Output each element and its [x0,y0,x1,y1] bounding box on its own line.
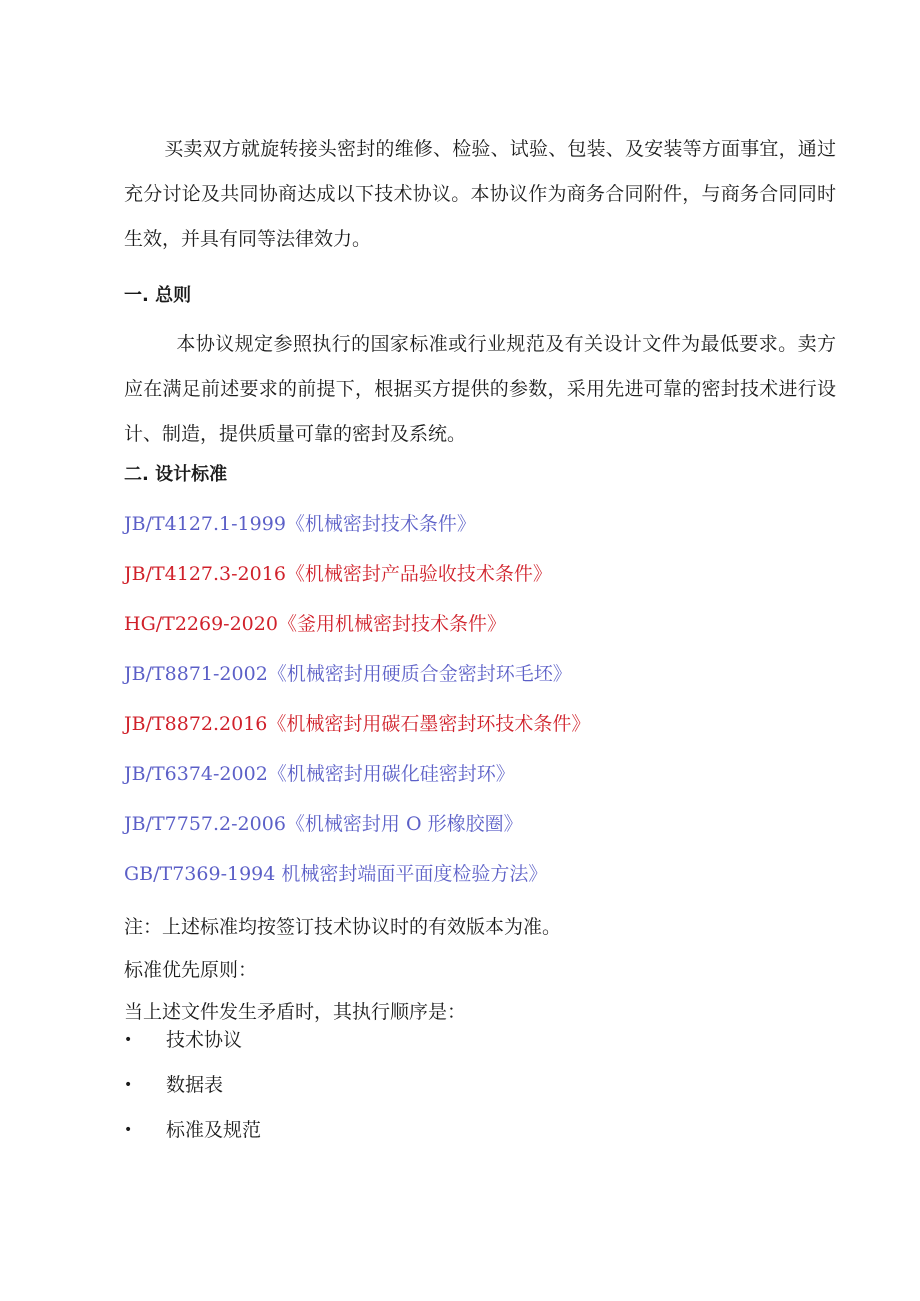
bullet-icon: • [124,1077,133,1093]
priority-item [124,1071,261,1116]
standard-code: JB/T7757.2-2006 [124,813,286,835]
priority-item [124,1026,261,1071]
priority-title: 标准优先原则： [124,959,258,981]
standard-item [124,710,590,760]
priority-intro: 当上述文件发生矛盾时，其执行顺序是： [124,1001,467,1023]
standard-title: 《釜用机械密封技术条件》 [277,613,506,635]
section-1-text: 本协议规定参照执行的国家标准或行业规范及有关设计文件为最低要求。卖方应在满足前述要求的前提下，根据买方提供的参数，采用先进可靠的密封技术进行设计、制造，提供质量可靠的密封及系统。 [124,333,836,445]
standard-code: JB/T8871-2002 [124,663,268,685]
standard-code: JB/T8872.2016 [124,713,268,735]
standard-code: JB/T6374-2002 [124,763,268,785]
standard-item [124,660,590,710]
standard-title: 机械密封端面平面度检验方法》 [275,863,548,885]
standard-code: HG/T2269-2020 [124,613,278,635]
section-1-paragraph [124,322,836,457]
priority-item-label: 技术协议 [166,1029,243,1051]
standards-list [124,510,590,910]
priority-item-label: 标准及规范 [166,1119,262,1141]
standard-code: GB/T7369-1994 [124,863,276,885]
standard-item [124,610,590,660]
priority-item-label: 数据表 [166,1074,224,1096]
intro-paragraph [124,127,836,262]
standard-item [124,560,590,610]
standard-code: JB/T4127.3-2016 [124,563,286,585]
standard-item [124,760,590,810]
intro-text: 买卖双方就旋转接头密封的维修、检验、试验、包装、及安装等方面事宜，通过充分讨论及共同协商达成以下技术协议。本协议作为商务合同附件，与商务合同同时生效，并具有同等法律效力。 [124,138,836,250]
standard-title: 《机械密封技术条件》 [285,513,476,535]
bullet-icon: • [124,1032,133,1048]
standard-title: 《机械密封用 O 形橡胶圈》 [285,813,523,835]
standard-title: 《机械密封用碳化硅密封环》 [267,763,515,785]
standard-code: JB/T4127.1-1999 [124,513,286,535]
priority-list [124,1026,261,1161]
standard-title: 《机械密封产品验收技术条件》 [285,563,552,585]
standards-note: 注：上述标准均按签订技术协议时的有效版本为准。 [124,916,562,938]
section-2-heading: 二. 设计标准 [124,464,228,485]
priority-item [124,1116,261,1161]
standard-title: 《机械密封用硬质合金密封环毛坯》 [267,663,572,685]
standard-item [124,860,590,910]
bullet-icon: • [124,1122,133,1138]
standard-item [124,510,590,560]
section-1-heading: 一. 总则 [124,285,192,306]
standard-item [124,810,590,860]
standard-title: 《机械密封用碳石墨密封环技术条件》 [267,713,591,735]
